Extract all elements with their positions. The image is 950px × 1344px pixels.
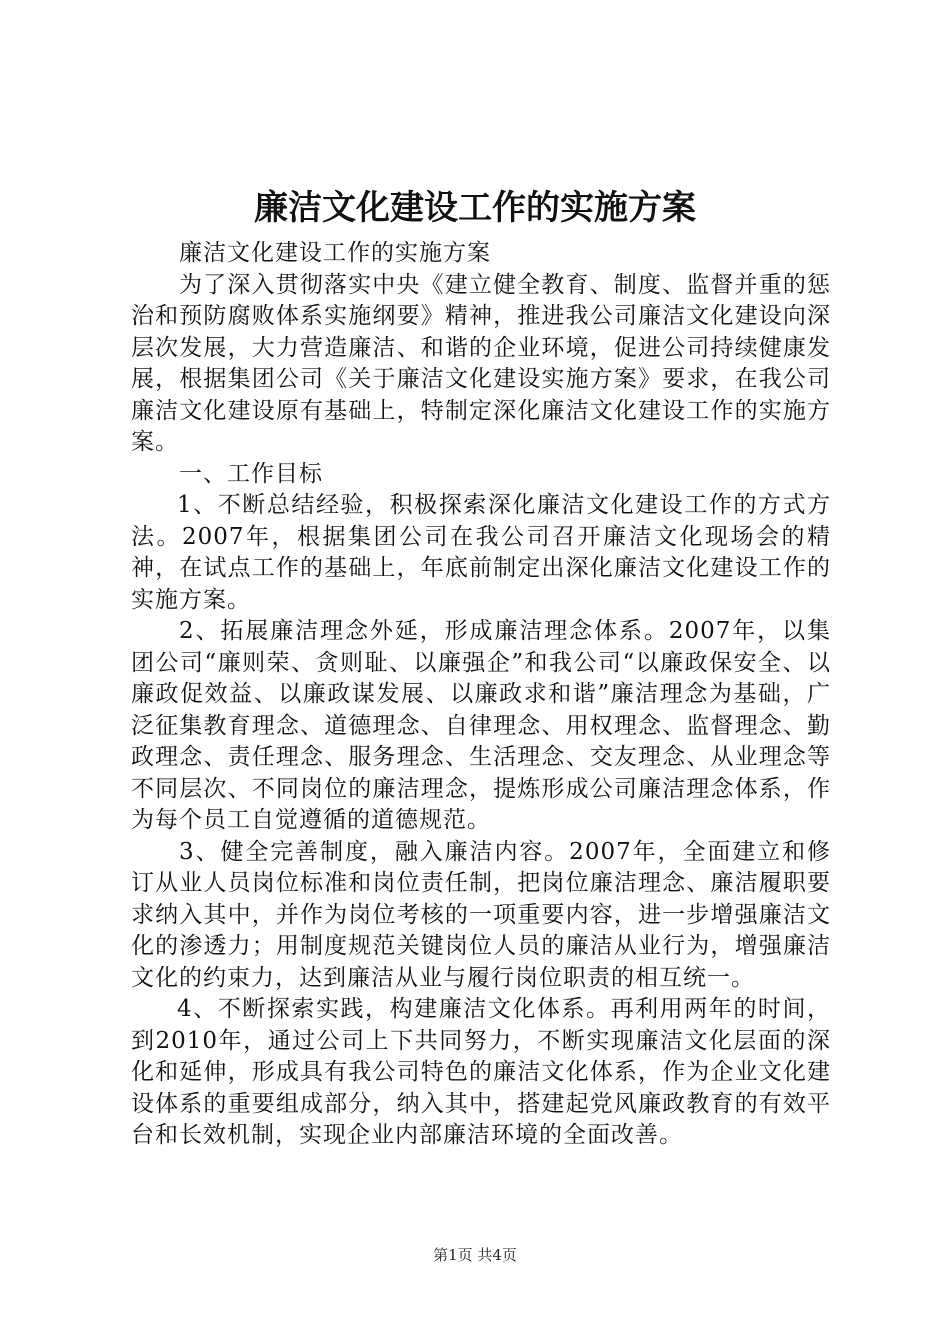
goal-item-3: 3、健全完善制度，融入廉洁内容。2007年，全面建立和修订从业人员岗位标准和岗位责任制，把岗位廉洁理念、廉洁履职要求纳入其中，并作为岗位考核的一项重要内容，进一步增强廉洁文化的渗透力；用制度规范关键岗位人员的廉洁从业行为，增强廉洁文化的约束力，达到廉洁从业与履行岗位职责的相互统一。 [131, 838, 831, 991]
section-heading-goals: 一、工作目标 [179, 460, 323, 487]
goal-item-4: 4、不断探索实践，构建廉洁文化体系。再利用两年的时间，到2010年，通过公司上下共同努力，不断实现廉洁文化层面的深化和延伸，形成具有我公司特色的廉洁文化体系，作为企业文化建设体系的重要组成部分，纳入其中，搭建起党风廉政教育的有效平台和长效机制，实现企业内部廉洁环境的全面改善。 [131, 996, 831, 1148]
goal-item-2: 2、拓展廉洁理念外延，形成廉洁理念体系。2007年，以集团公司“廉则荣、贪则耻、以廉强企”和我公司“以廉政保安全、以廉政促效益、以廉政谋发展、以廉政求和谐”廉洁理念为基础，广泛征集教育理念、道德理念、自律理念、用权理念、监督理念、勤政理念、责任理念、服务理念、生活理念、交友理念、从业理念等不同层次、不同岗位的廉洁理念，提炼形成公司廉洁理念体系，作为每个员工自觉遵循的道德规范。 [131, 618, 831, 833]
document-body [131, 238, 831, 1152]
page-title: 廉洁文化建设工作的实施方案 [254, 188, 696, 228]
goal-item-1: 1、不断总结经验，积极探索深化廉洁文化建设工作的方式方法。2007年，根据集团公司在我公司召开廉洁文化现场会的精神，在试点工作的基础上，年底前制定出深化廉洁文化建设工作的实施方案。 [131, 492, 831, 613]
subtitle-paragraph: 廉洁文化建设工作的实施方案 [179, 240, 491, 266]
intro-paragraph: 为了深入贯彻落实中央《建立健全教育、制度、监督并重的惩治和预防腐败体系实施纲要》精神，推进我公司廉洁文化建设向深层次发展，大力营造廉洁、和谐的企业环境，促进公司持续健康发展，根据集团公司《关于廉洁文化建设实施方案》要求，在我公司廉洁文化建设原有基础上，特制定深化廉洁文化建设工作的实施方案。 [131, 271, 831, 455]
page-number-footer: 第1页 共4页 [433, 1246, 517, 1264]
